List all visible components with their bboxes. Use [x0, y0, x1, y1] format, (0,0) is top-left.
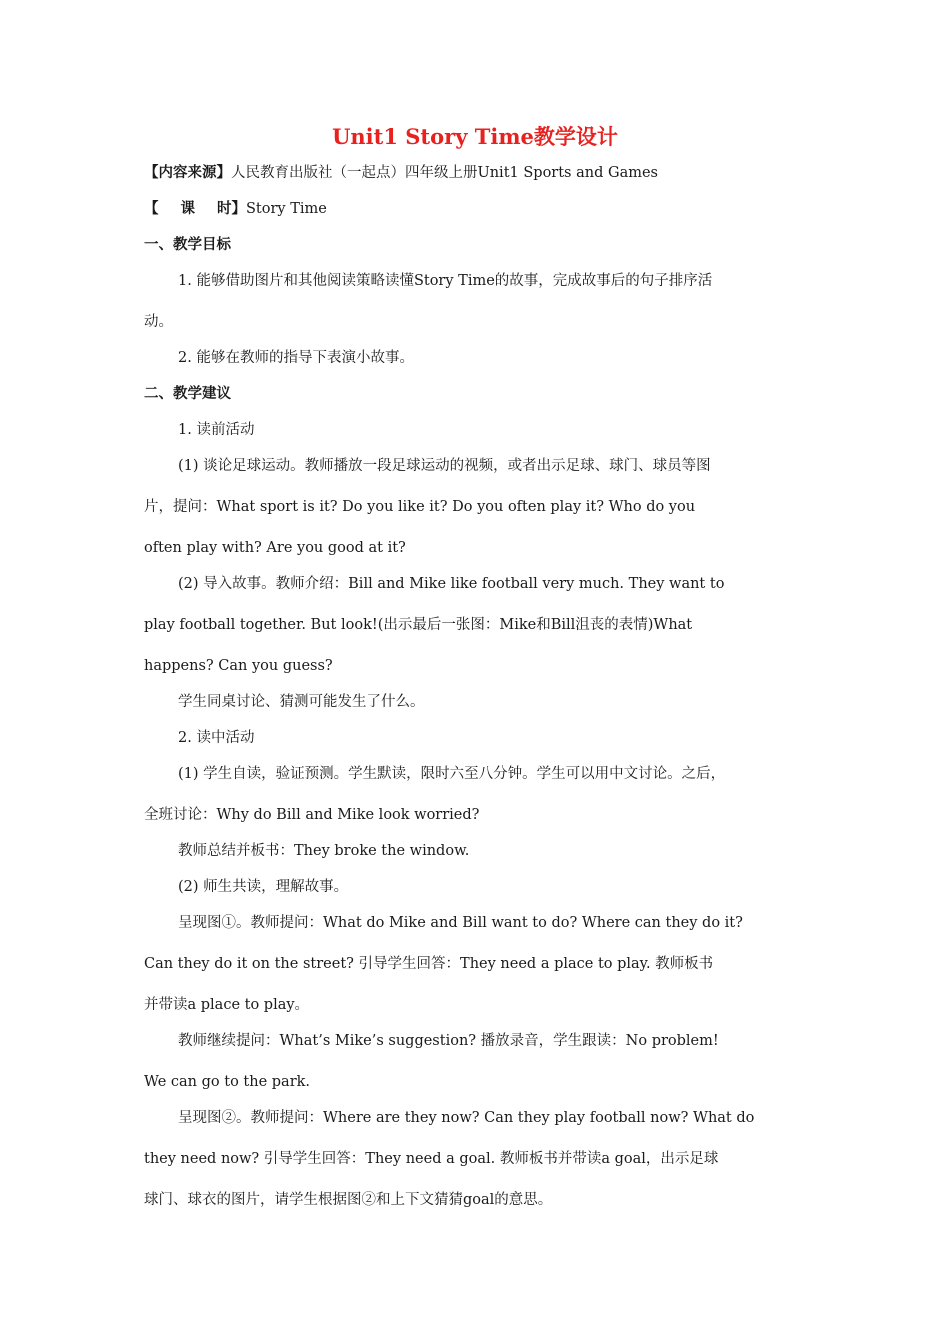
source-value: 人民教育出版社（一起点）四年级上册Unit1 Sports and Games	[231, 165, 658, 181]
paragraph-line: 片，提问：What sport is it? Do you like it? Do you often play it? Who do you	[144, 499, 696, 515]
paragraph-line: 1. 读前活动	[178, 422, 255, 438]
period-label-open: 【课	[144, 200, 217, 217]
section-heading-suggestions: 二、教学建议	[144, 385, 231, 402]
paragraph-line: often play with? Are you good at it?	[144, 540, 406, 556]
paragraph-line: 2. 能够在教师的指导下表演小故事。	[178, 350, 414, 366]
paragraph-line: 教师继续提问：What’s Mike’s suggestion? 播放录音，学生跟读：No problem!	[178, 1033, 719, 1049]
paragraph-line: 教师总结并板书：They broke the window.	[178, 843, 470, 859]
period-label-close: 时】	[217, 200, 246, 217]
paragraph-line: play football together. But look!(出示最后一张图：Mike和Bill沮丧的表情)What	[144, 617, 693, 633]
paragraph-line: 呈现图①。教师提问：What do Mike and Bill want to do? Where can they do it?	[178, 915, 743, 931]
source-label: 【内容来源】	[144, 164, 231, 181]
document-title: Unit1 Story Time教学设计	[332, 124, 618, 149]
paragraph-line: 呈现图②。教师提问：Where are they now? Can they play football now? What do	[178, 1110, 755, 1126]
period-line	[144, 198, 327, 220]
paragraph-line: 学生同桌讨论、猜测可能发生了什么。	[178, 694, 425, 710]
paragraph-line: 2. 读中活动	[178, 730, 255, 746]
paragraph-line: 并带读a place to play。	[144, 997, 310, 1013]
paragraph-line: (2) 师生共读，理解故事。	[178, 879, 349, 895]
paragraph-line: 全班讨论：Why do Bill and Mike look worried?	[144, 807, 480, 823]
paragraph-line: (1) 学生自读，验证预测。学生默读，限时六至八分钟。学生可以用中文讨论。之后，	[178, 766, 726, 782]
paragraph-line: We can go to the park.	[144, 1074, 311, 1090]
source-line	[144, 162, 658, 184]
period-value: Story Time	[246, 201, 327, 217]
paragraph-line: happens? Can you guess?	[144, 658, 333, 674]
paragraph-line: 1. 能够借助图片和其他阅读策略读懂Story Time的故事，完成故事后的句子排序活	[178, 273, 713, 289]
paragraph-line: (1) 谈论足球运动。教师播放一段足球运动的视频，或者出示足球、球门、球员等图	[178, 458, 711, 474]
section-heading-goals: 一、教学目标	[144, 236, 231, 253]
paragraph-line: Can they do it on the street? 引导学生回答：They need a place to play. 教师板书	[144, 956, 714, 972]
paragraph-line: 球门、球衣的图片，请学生根据图②和上下文猜猜goal的意思。	[144, 1192, 553, 1208]
paragraph-line: (2) 导入故事。教师介绍：Bill and Mike like football very much. They want to	[178, 576, 725, 592]
paragraph-line: they need now? 引导学生回答：They need a goal. 教师板书并带读a goal，出示足球	[144, 1151, 719, 1167]
paragraph-line: 动。	[144, 314, 173, 330]
